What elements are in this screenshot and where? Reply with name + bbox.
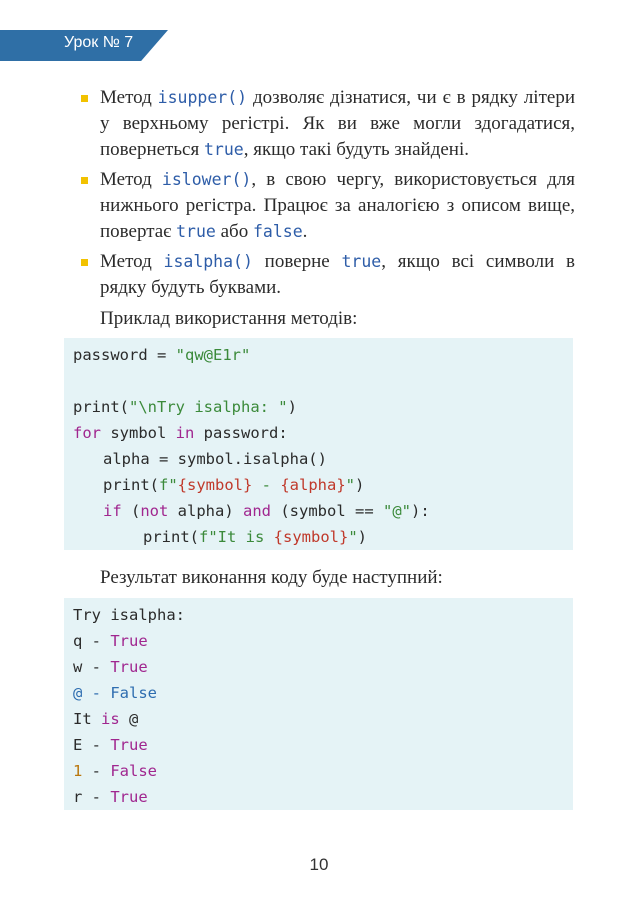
- output-line: It is @: [73, 710, 139, 728]
- code-line: print(f"{symbol} - {alpha}"): [103, 476, 365, 494]
- inline-code: true: [341, 252, 382, 271]
- code-example-block: [64, 338, 573, 550]
- code-line: for symbol in password:: [73, 424, 288, 442]
- bullet-square-icon: [81, 177, 88, 184]
- output-line: E - True: [73, 736, 148, 754]
- bullet-islower: Метод islower(), в свою чергу, використовується для нижнього регістра. Працює за аналогією з описом вище, повертає true або false.: [78, 167, 575, 245]
- bullet-square-icon: [81, 95, 88, 102]
- code-line: alpha = symbol.isalpha(): [103, 450, 327, 468]
- method-bullet-list: [78, 85, 575, 305]
- inline-code: islower(): [161, 170, 252, 189]
- lesson-title: Урок № 7: [64, 34, 134, 51]
- output-line: w - True: [73, 658, 148, 676]
- bullet-square-icon: [81, 259, 88, 266]
- example-intro: Приклад використання методів:: [100, 308, 358, 329]
- result-intro: Результат виконання коду буде наступний:: [100, 567, 443, 588]
- code-line: password = "qw@E1r": [73, 346, 251, 364]
- output-line: Try isalpha:: [73, 606, 185, 624]
- output-line: @ - False: [73, 684, 157, 702]
- output-line: q - True: [73, 632, 148, 650]
- output-line: 1 - False: [73, 762, 158, 780]
- code-line: print(f"It is {symbol}"): [143, 528, 367, 546]
- bullet-isupper: Метод isupper() дозволяє дізнатися, чи є в рядку літери у верхньому регістрі. Як ви вже могли здогадатися, повернеться true, якщо такі будуть знайдені.: [78, 85, 575, 163]
- inline-code: true: [176, 222, 216, 241]
- output-block: [64, 598, 573, 810]
- inline-code: true: [203, 140, 244, 159]
- page-number: 10: [309, 855, 329, 874]
- inline-code: isupper(): [157, 88, 248, 107]
- bullet-isalpha: Метод isalpha() поверне true, якщо всі символи в рядку будуть буквами.: [78, 249, 575, 301]
- output-line: r - True: [73, 788, 148, 806]
- inline-code: isalpha(): [163, 252, 253, 271]
- code-line: print("\nTry isalpha: "): [73, 398, 297, 416]
- inline-code: false: [252, 222, 303, 241]
- code-line: if (not alpha) and (symbol == "@"):: [103, 502, 430, 520]
